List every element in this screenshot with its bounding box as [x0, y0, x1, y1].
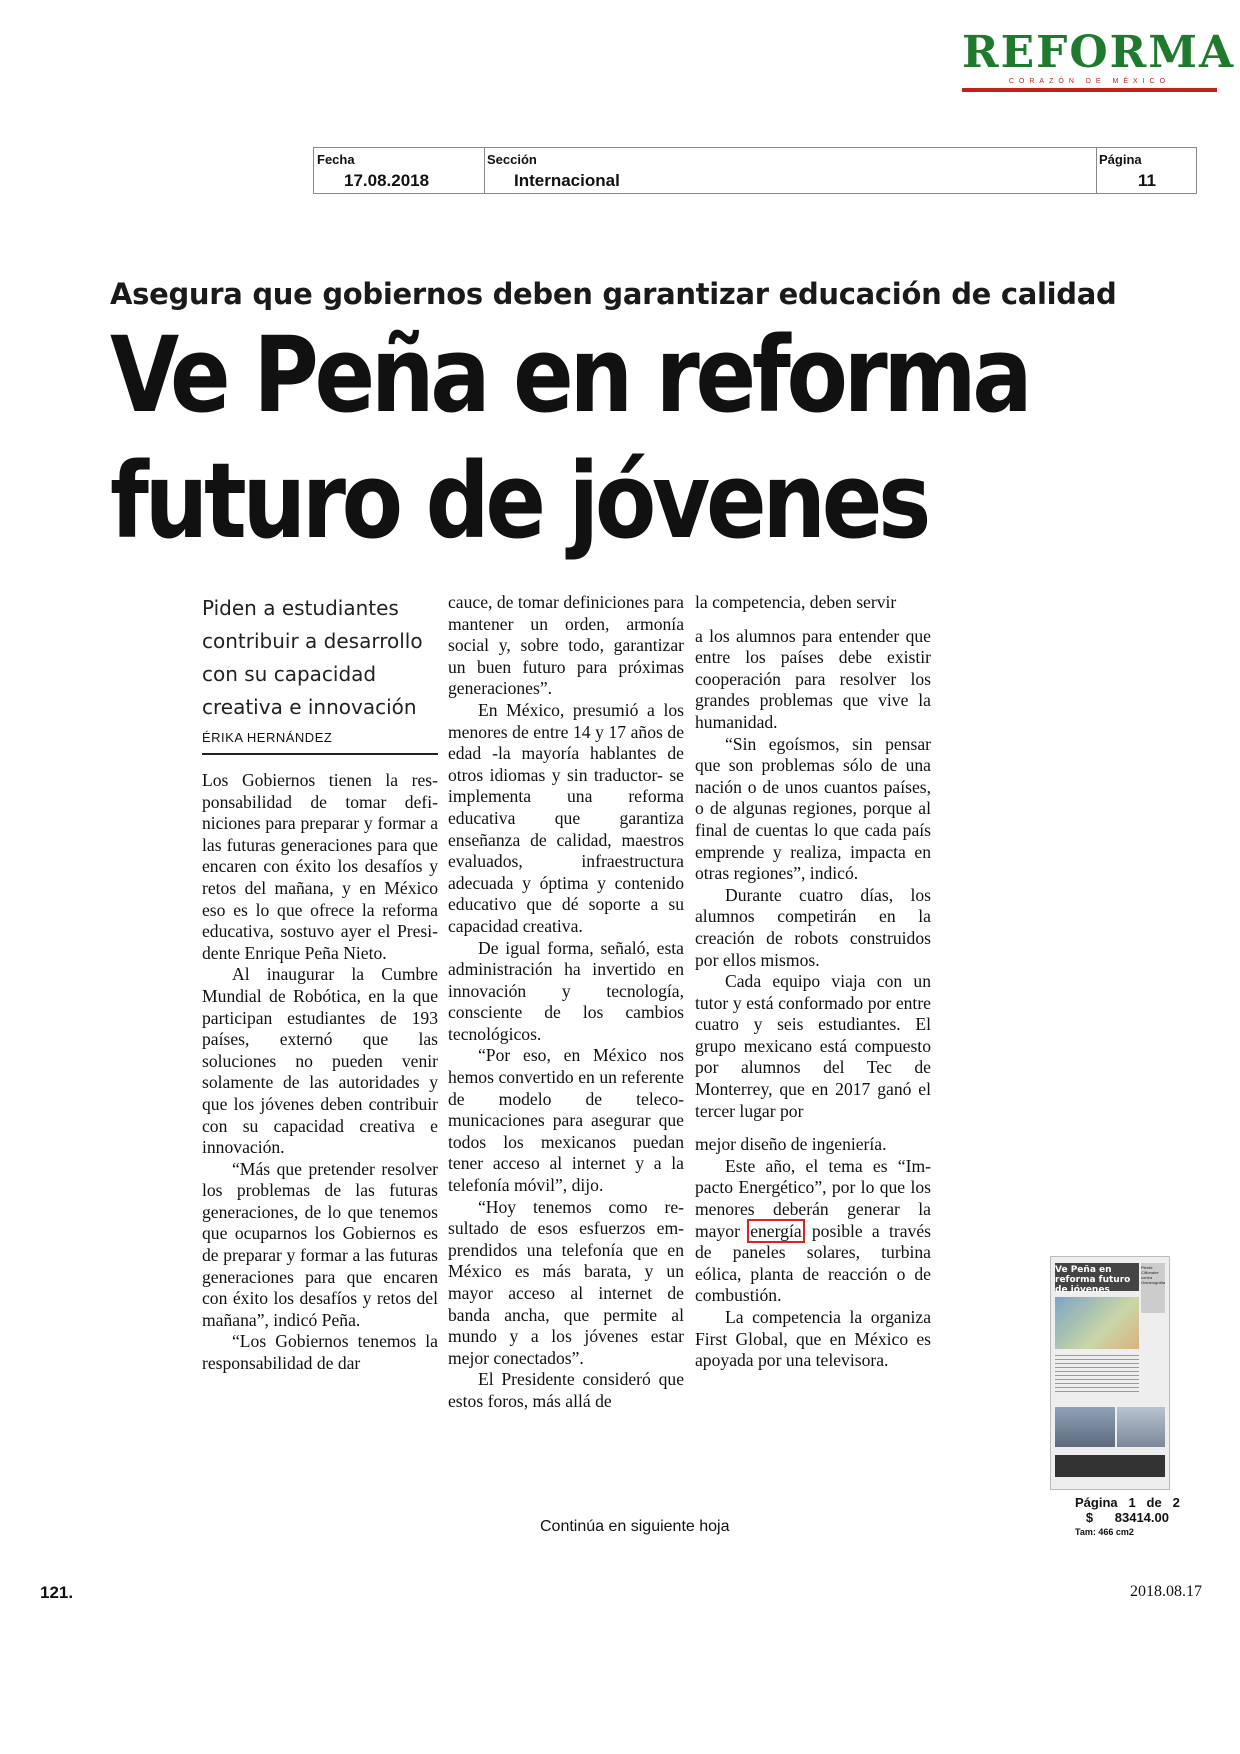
- footer-date: 2018.08.17: [1130, 1583, 1202, 1600]
- paragraph: [695, 1156, 931, 1307]
- paragraph: “Hoy tenemos como resultado de esos esfuerzos emprendidos una telefonía que en México es más barata, y un mayor acceso al internet de banda ancha, que permite al mundo y a los jóvenes estar mejor conectados”.: [448, 1196, 684, 1368]
- seccion-cell: [484, 148, 1097, 193]
- tam-value: 466 cm2: [1098, 1527, 1134, 1537]
- paragraph: De igual forma, señaló, esta administración ha invertido en innovación y tecnología, consciente de los cambios tecnológicos.: [448, 937, 684, 1044]
- paragraph: Al inaugurar la Cumbre Mundial de Robótica, en la que participan estudiantes de 193 países, externó que las soluciones no pueden venir solamente de las autoridades y que los jóvenes deben contribuir con su capacidad creativa e innovación.: [202, 964, 438, 1158]
- paragraph: La competencia la organiza First Global, que en México es apoyada por una televisora.: [695, 1307, 931, 1371]
- fecha-cell: [314, 148, 485, 193]
- paragraph: cauce, de tomar definiciones para mantener un orden, armonía social y, sobre todo, garantizar un buen futuro para próximas generaciones”.: [448, 592, 684, 699]
- headline-line-1: Ve Peña en reforma: [110, 314, 1029, 436]
- fecha-value: 17.08.2018: [344, 171, 430, 190]
- clipping-number: 121.: [40, 1583, 74, 1602]
- headline-line-2: futuro de jóvenes: [110, 440, 928, 562]
- text-run: Este año, el tema es “Impacto Energético”, por lo que los menores deberán generar la mayor: [695, 1155, 931, 1241]
- page-total: 2: [1172, 1495, 1180, 1510]
- logo-tagline: CORAZÓN DE MÉXICO: [1008, 78, 1171, 85]
- price-value: 83414.00: [1114, 1510, 1169, 1525]
- metadata-box: [313, 147, 1197, 194]
- page-current: 1: [1128, 1495, 1136, 1510]
- article-byline: ÉRIKA HERNÁNDEZ: [202, 730, 438, 755]
- paragraph: “Más que pretender resolver los problemas de las futuras generaciones, de lo que tenemos que ocuparnos los Gobiernos es de preparar y formar a las futuras generaciones para que encaren con éxito los desafíos y retos del mañana”, indicó Peña.: [202, 1158, 438, 1330]
- page-count-row: [1075, 1495, 1195, 1510]
- logo-underline: [962, 88, 1217, 92]
- paragraph: Durante cuatro días, los alumnos competirán en la creación de robots construidos por ellos mismos.: [695, 884, 931, 970]
- article-column-3: [695, 592, 931, 1372]
- pagina-value: 11: [1138, 171, 1156, 190]
- currency-symbol: $: [1085, 1510, 1094, 1525]
- seccion-value: Internacional: [514, 171, 620, 190]
- article-column-2: [448, 592, 684, 1413]
- paragraph: “Sin egoísmos, sin pensar que son problemas sólo de una nación o de unos cuantos países, o de algunas regiones, porque al final de cuentas lo que cada país emprende y realiza, impacta en otras regiones”, indicó.: [695, 733, 931, 884]
- page-thumbnail: [1050, 1256, 1170, 1490]
- price-row: [1075, 1510, 1195, 1525]
- logo-wordmark: REFORMA: [962, 27, 1236, 78]
- pagina-label: Página: [1075, 1495, 1118, 1510]
- size-row: [1075, 1525, 1195, 1540]
- thumbnail-photo-2: [1055, 1407, 1115, 1447]
- pagina-cell: [1096, 148, 1196, 193]
- page-de: de: [1146, 1495, 1162, 1510]
- paragraph: la competencia, deben servir: [695, 592, 897, 612]
- reforma-logo: [962, 24, 1236, 94]
- text-run: posible a través de paneles solares, turbina eólica, planta de reacción o de combustión.: [695, 1220, 931, 1306]
- thumbnail-title: Ve Peña en reforma futuro de jóvenes: [1055, 1265, 1131, 1295]
- paragraph: Cada equipo viaja con un tutor y está conformado por entre cuatro y seis estudiantes. El grupo mexicano está compuesto por alumnos del Tec de Monterrey, que en 2017 ganó el tercer lugar por: [695, 971, 931, 1121]
- thumbnail-photo-3: [1117, 1407, 1165, 1447]
- thumbnail-footer-block: [1055, 1455, 1165, 1477]
- paragraph: El Presidente consideró que estos foros, más allá de: [448, 1369, 684, 1411]
- pagina-label: Página: [1099, 152, 1142, 167]
- continued-note: Continúa en siguiente hoja: [540, 1518, 730, 1535]
- paragraph: En México, presumió a los menores de entre 14 y 17 años de edad -la mayoría hablantes de otros idiomas y sin traductor- se implementa una reforma educativa que garantiza enseñanza de calidad, maestros evaluados, infraestructura adecuada y óptima y contenido educativo que dé soporte a su capacidad creativa.: [448, 699, 684, 936]
- page-info: [1075, 1495, 1195, 1540]
- paragraph: a los alumnos para entender que entre los países debe existir cooperación para resolver los grandes problemas que vive la humanidad.: [695, 625, 931, 732]
- paragraph: Los Gobiernos tienen la responsabilidad de tomar definiciones para preparar y formar a las futuras generaciones para que encaren con éxito los desafíos y retos del mañana, y en México eso es lo que ofrece la reforma educativa, sostuvo ayer el Presidente Enrique Peña Nieto.: [202, 770, 438, 963]
- article-column-1: [202, 770, 438, 1375]
- seccion-label: Sección: [487, 152, 537, 167]
- highlighted-keyword: energía: [750, 1220, 802, 1241]
- article-kicker: Asegura que gobiernos deben garantizar educación de calidad: [110, 277, 1117, 311]
- paragraph: “Por eso, en México nos hemos convertido en un referente de modelo de telecomunicaciones para asegurar que todos los mexicanos puedan tener acceso al internet y a la telefonía móvil”, dijo.: [448, 1045, 684, 1196]
- paragraph: “Los Gobiernos tenemos la responsabilidad de dar: [202, 1331, 438, 1374]
- fecha-label: Fecha: [317, 152, 355, 167]
- paragraph: mejor diseño de ingeniería.: [695, 1134, 887, 1155]
- thumbnail-text-lines: [1055, 1355, 1139, 1395]
- thumbnail-photo: [1055, 1297, 1139, 1349]
- tam-label: Tam:: [1075, 1527, 1096, 1537]
- thumbnail-side-text: Pierde Cillionaire contra Oceanografía: [1141, 1265, 1166, 1285]
- article-subhead: Piden a estudiantes contribuir a desarrollo con su capacidad creativa e innovación: [202, 596, 423, 719]
- article-headline: [110, 312, 1029, 564]
